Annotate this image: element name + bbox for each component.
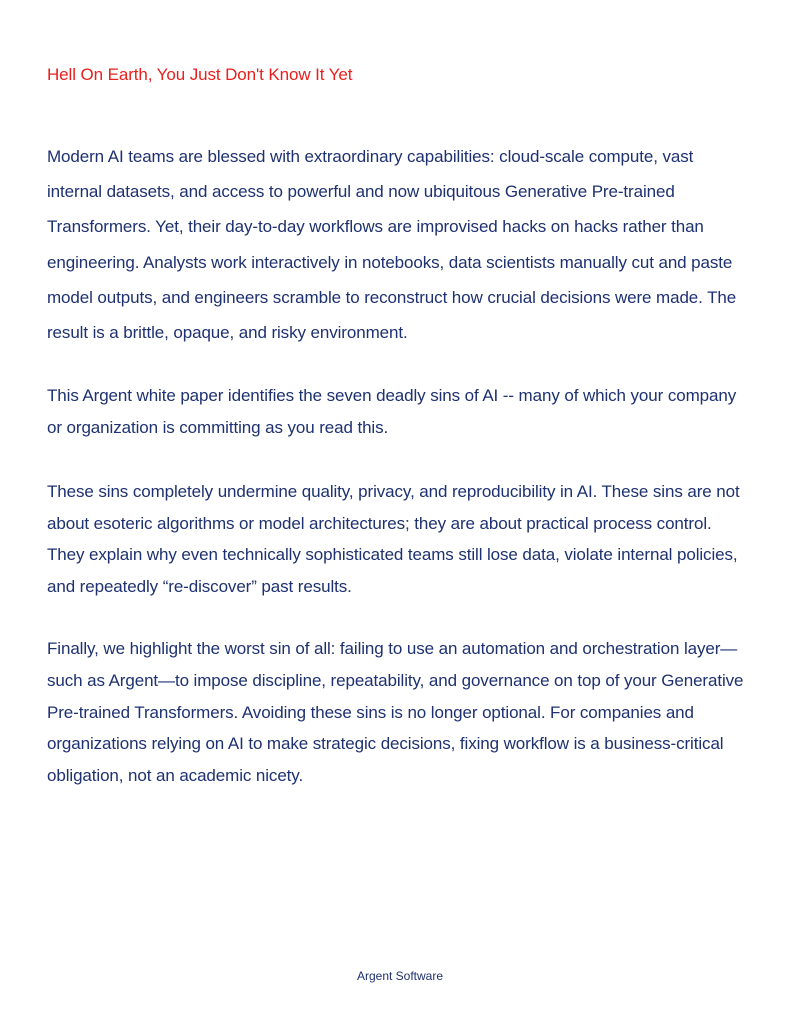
- document-title: Hell On Earth, You Just Don't Know It Yet: [47, 65, 353, 84]
- paragraph-intro: Modern AI teams are blessed with extraordinary capabilities: cloud-scale compute, vast internal datasets, and access to powerful and now ubiquitous Generative Pre-trained Transformers. Yet, their day-to-day workflows are improvised hacks on hacks rather than engineering. Analysts work interactively in notebooks, data scientists manually cut and paste model outputs, and engineers scramble to reconstruct how crucial decisions were made. The result is a brittle, opaque, and risky environment.: [47, 147, 737, 343]
- paragraph-seven-sins: This Argent white paper identifies the seven deadly sins of AI -- many of which your company or organization is committing as you read this.: [47, 386, 737, 437]
- paragraph-worst-sin: Finally, we highlight the worst sin of all: failing to use an automation and orchestration layer—such as Argent—to impose discipline, repeatability, and governance on top of your Generative Pre-trained Transformers. Avoiding these sins is no longer optional. For companies and organizations relying on AI to make strategic decisions, fixing workflow is a business-critical obligation, not an academic nicety.: [47, 639, 744, 786]
- page-footer: Argent Software: [356, 969, 444, 983]
- paragraph-sins-impact: These sins completely undermine quality, privacy, and reproducibility in AI. These sins are not about esoteric algorithms or model architectures; they are about practical process control. They explain why even technically sophisticated teams still lose data, violate internal policies, and repeatedly “re-discover” past results.: [47, 482, 740, 596]
